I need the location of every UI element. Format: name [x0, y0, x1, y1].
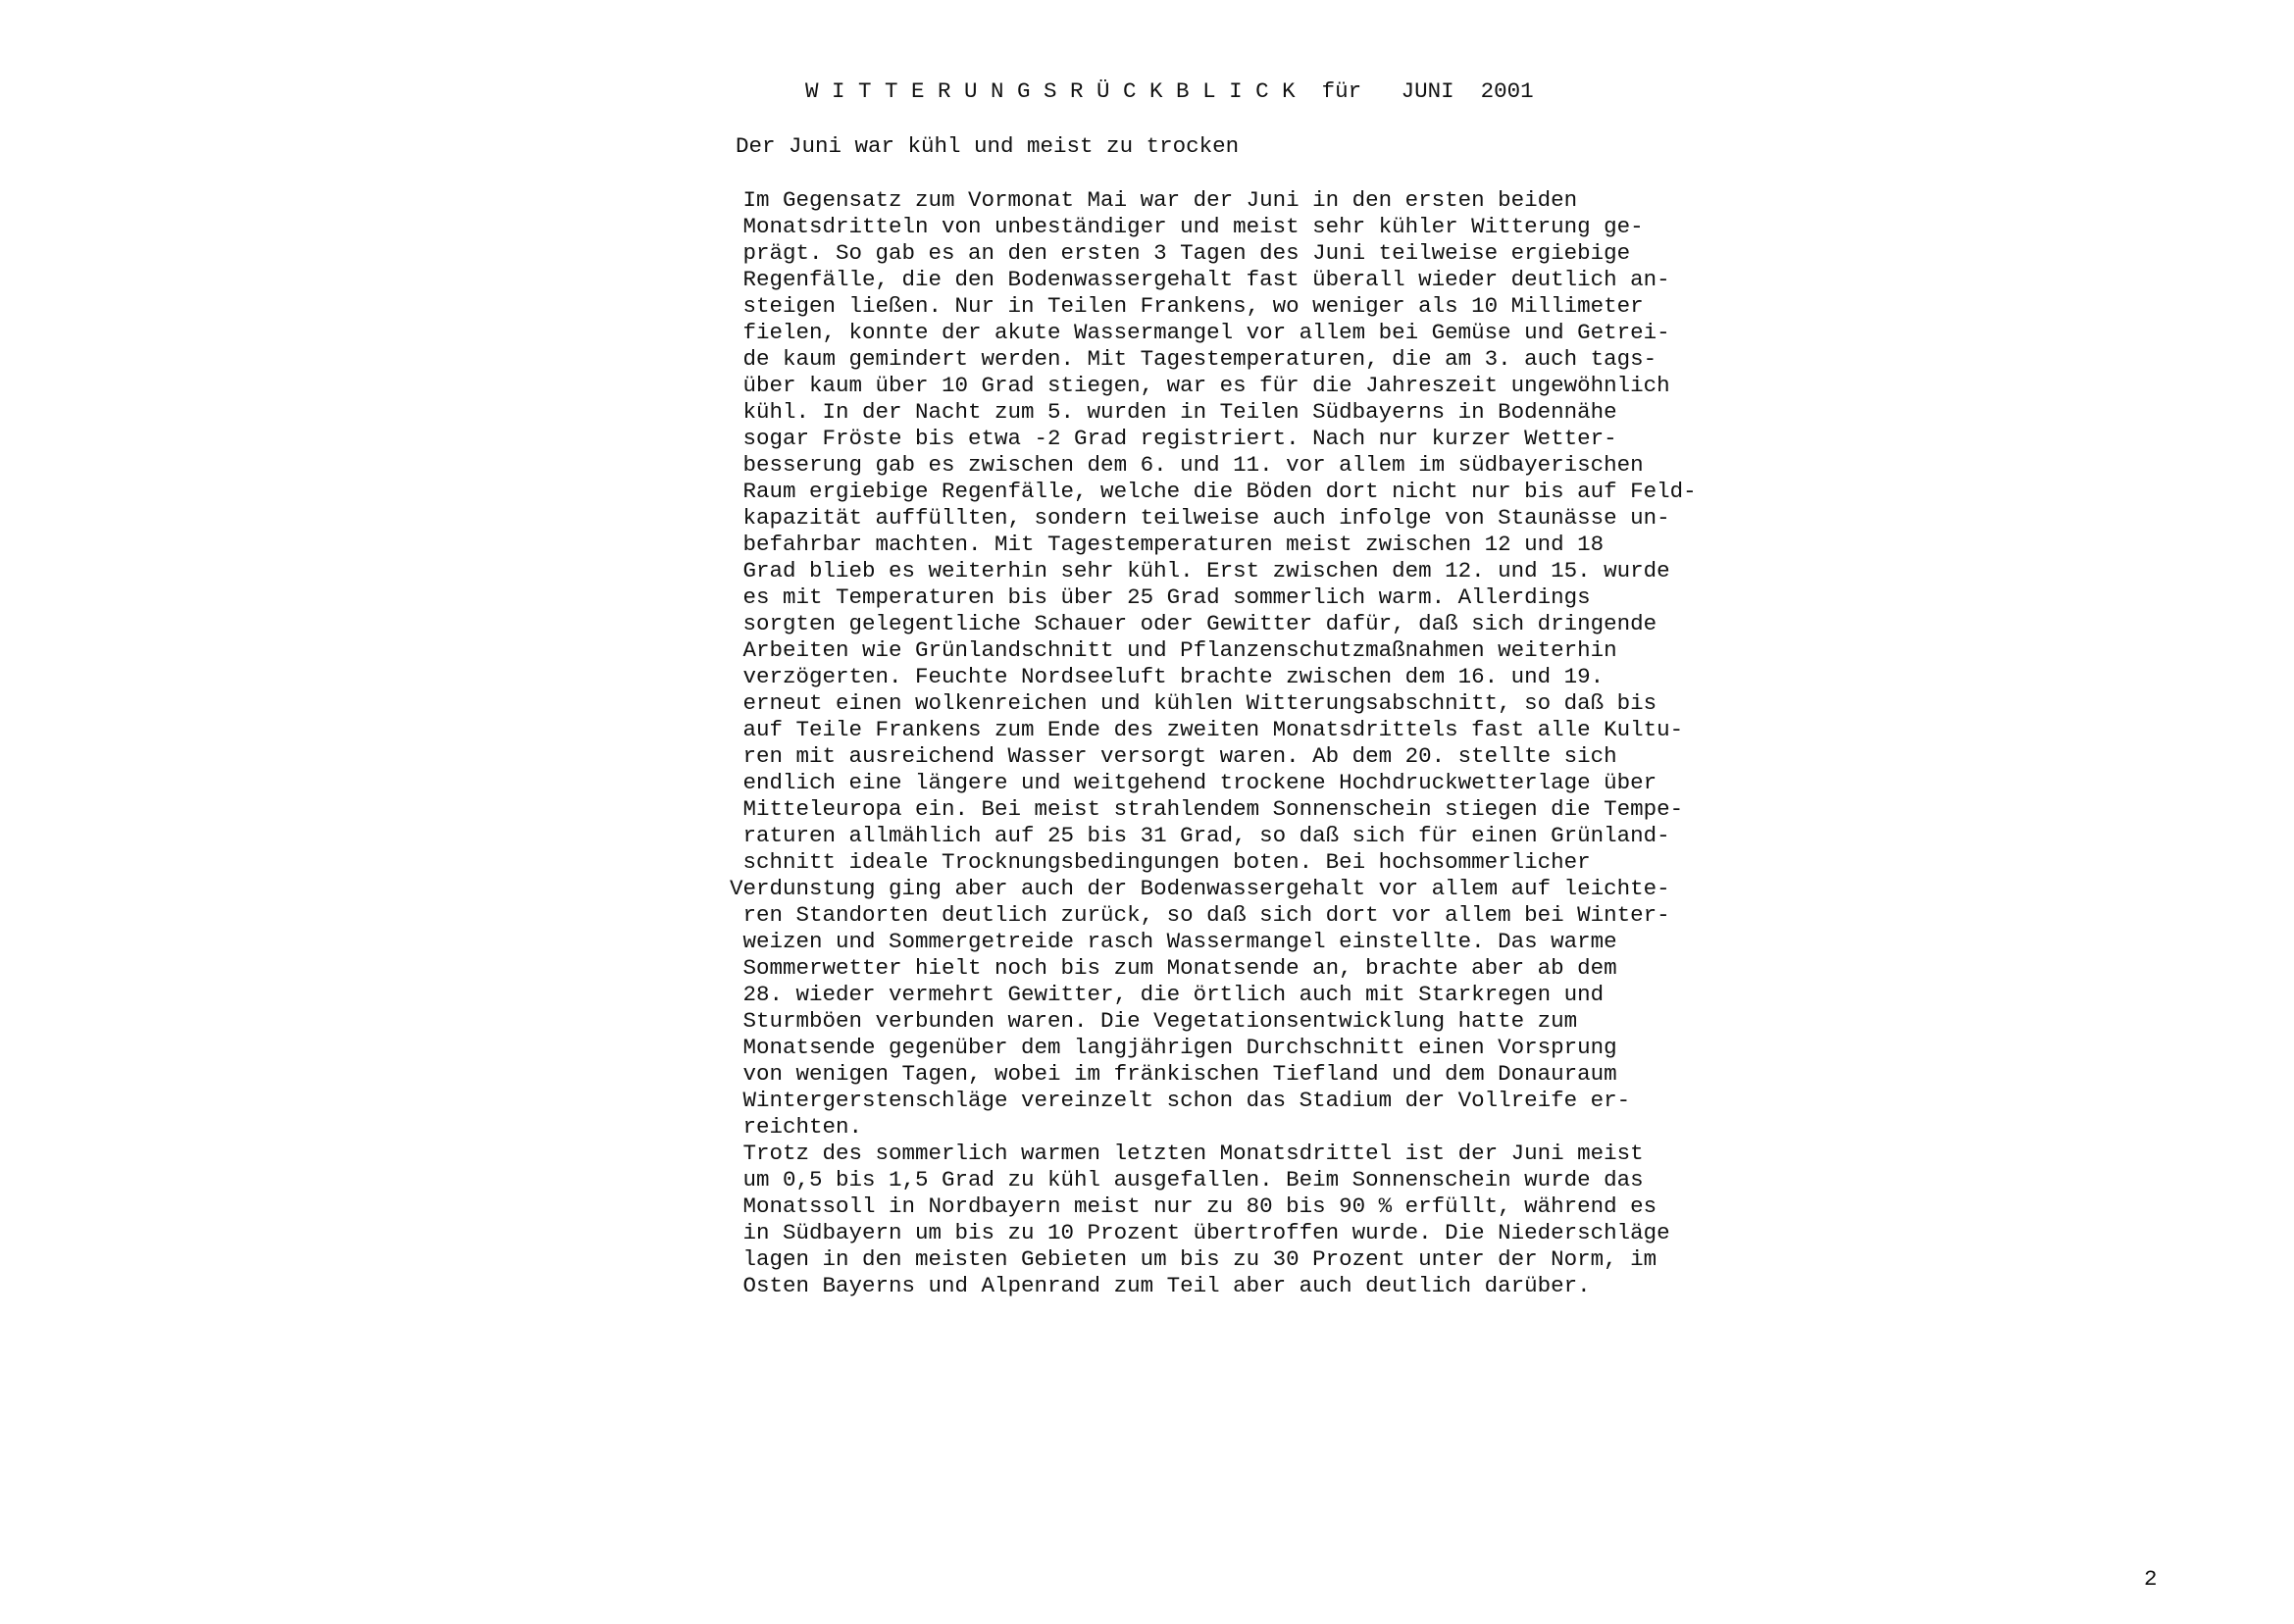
body-line: befahrbar machten. Mit Tagestemperaturen meist zwischen 12 und 18	[730, 532, 1605, 557]
body-line: steigen ließen. Nur in Teilen Frankens, wo weniger als 10 Millimeter	[730, 293, 1644, 319]
body-line: de kaum gemindert werden. Mit Tagestemperaturen, die am 3. auch tags-	[730, 346, 1657, 372]
body-line: erneut einen wolkenreichen und kühlen Witterungsabschnitt, so daß bis	[730, 690, 1657, 716]
body-line: sorgten gelegentliche Schauer oder Gewitter dafür, daß sich dringende	[730, 611, 1657, 636]
body-line: Arbeiten wie Grünlandschnitt und Pflanzenschutzmaßnahmen weiterhin	[730, 637, 1617, 663]
body-line: Mitteleuropa ein. Bei meist strahlendem Sonnenschein stiegen die Tempe-	[730, 796, 1684, 822]
body-line: Raum ergiebige Regenfälle, welche die Böden dort nicht nur bis auf Feld-	[730, 479, 1697, 504]
body-line: Sturmböen verbunden waren. Die Vegetationsentwicklung hatte zum	[730, 1008, 1578, 1034]
body-line: Sommerwetter hielt noch bis zum Monatsende an, brachte aber ab dem	[730, 955, 1617, 981]
body-line: Regenfälle, die den Bodenwassergehalt fast überall wieder deutlich an-	[730, 267, 1670, 292]
body-line: auf Teile Frankens zum Ende des zweiten Monatsdrittels fast alle Kultu-	[730, 717, 1684, 742]
document-title: W I T T E R U N G S R Ü C K B L I C K für JUNI 2001	[805, 78, 1534, 104]
body-line: ren Standorten deutlich zurück, so daß sich dort vor allem bei Winter-	[730, 902, 1670, 928]
body-line: prägt. So gab es an den ersten 3 Tagen des Juni teilweise ergiebige	[730, 240, 1631, 266]
body-line: weizen und Sommergetreide rasch Wassermangel einstellte. Das warme	[730, 929, 1617, 954]
document-body	[730, 187, 1697, 1299]
body-line: Verdunstung ging aber auch der Bodenwassergehalt vor allem auf leichte-	[730, 876, 1670, 901]
body-line: Wintergerstenschläge vereinzelt schon das Stadium der Vollreife er-	[730, 1088, 1631, 1113]
body-line: besserung gab es zwischen dem 6. und 11. vor allem im südbayerischen	[730, 452, 1644, 478]
body-line: endlich eine längere und weitgehend trockene Hochdruckwetterlage über	[730, 770, 1657, 795]
body-line: kapazität auffüllten, sondern teilweise auch infolge von Staunässe un-	[730, 505, 1670, 531]
body-line: Monatsdritteln von unbeständiger und meist sehr kühler Witterung ge-	[730, 214, 1644, 239]
body-line: es mit Temperaturen bis über 25 Grad sommerlich warm. Allerdings	[730, 584, 1591, 610]
body-line: reichten.	[730, 1114, 863, 1140]
body-line: verzögerten. Feuchte Nordseeluft brachte zwischen dem 16. und 19.	[730, 664, 1605, 689]
body-line: in Südbayern um bis zu 10 Prozent übertroffen wurde. Die Niederschläge	[730, 1220, 1670, 1245]
body-line: ren mit ausreichend Wasser versorgt waren. Ab dem 20. stellte sich	[730, 743, 1617, 769]
body-line: schnitt ideale Trocknungsbedingungen boten. Bei hochsommerlicher	[730, 849, 1591, 875]
body-line: Grad blieb es weiterhin sehr kühl. Erst zwischen dem 12. und 15. wurde	[730, 558, 1670, 584]
body-line: Monatssoll in Nordbayern meist nur zu 80 bis 90 % erfüllt, während es	[730, 1193, 1657, 1219]
body-line: um 0,5 bis 1,5 Grad zu kühl ausgefallen. Beim Sonnenschein wurde das	[730, 1167, 1644, 1193]
body-line: kühl. In der Nacht zum 5. wurden in Teilen Südbayerns in Bodennähe	[730, 399, 1617, 425]
body-line: über kaum über 10 Grad stiegen, war es für die Jahreszeit ungewöhnlich	[730, 373, 1670, 398]
document-subtitle: Der Juni war kühl und meist zu trocken	[736, 133, 1240, 159]
body-line: Monatsende gegenüber dem langjährigen Durchschnitt einen Vorsprung	[730, 1035, 1617, 1060]
body-line: lagen in den meisten Gebieten um bis zu 30 Prozent unter der Norm, im	[730, 1246, 1657, 1272]
body-line: sogar Fröste bis etwa -2 Grad registriert. Nach nur kurzer Wetter-	[730, 426, 1617, 451]
body-line: 28. wieder vermehrt Gewitter, die örtlich auch mit Starkregen und	[730, 982, 1605, 1007]
body-line: Osten Bayerns und Alpenrand zum Teil aber auch deutlich darüber.	[730, 1273, 1591, 1298]
body-line: von wenigen Tagen, wobei im fränkischen Tiefland und dem Donauraum	[730, 1061, 1617, 1087]
body-line: Im Gegensatz zum Vormonat Mai war der Juni in den ersten beiden	[730, 187, 1578, 213]
page-number: 2	[2144, 1566, 2158, 1592]
body-line: raturen allmählich auf 25 bis 31 Grad, so daß sich für einen Grünland-	[730, 823, 1670, 848]
body-line: fielen, konnte der akute Wassermangel vor allem bei Gemüse und Getrei-	[730, 320, 1670, 345]
body-line: Trotz des sommerlich warmen letzten Monatsdrittel ist der Juni meist	[730, 1141, 1644, 1166]
